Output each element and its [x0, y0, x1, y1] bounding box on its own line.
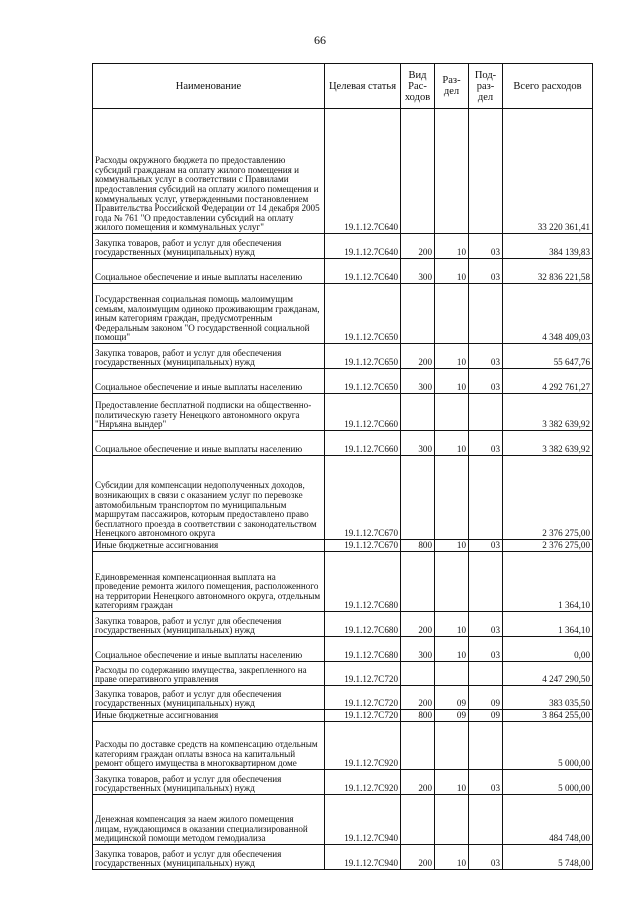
row-vid	[401, 722, 435, 770]
row-name: Закупка товаров, работ и услуг для обеспечения государственных (муниципальных) нужд	[93, 845, 325, 870]
row-amount: 0,00	[503, 637, 593, 662]
table-row	[93, 259, 593, 284]
row-code: 19.1.12.7С940	[325, 795, 401, 845]
row-code: 19.1.12.7С650	[325, 344, 401, 369]
row-vid	[401, 109, 435, 234]
row-amount: 484 748,00	[503, 795, 593, 845]
table-row	[93, 431, 593, 456]
row-name: Иные бюджетные ассигнования	[93, 540, 325, 552]
row-amount: 33 220 361,41	[503, 109, 593, 234]
row-razdel	[435, 722, 469, 770]
row-podrazdel	[469, 795, 503, 845]
header-total: Всего расходов	[503, 64, 593, 109]
row-name: Закупка товаров, работ и услуг для обеспечения государственных (муниципальных) нужд	[93, 344, 325, 369]
row-vid	[401, 394, 435, 431]
row-name: Закупка товаров, работ и услуг для обеспечения государственных (муниципальных) нужд	[93, 770, 325, 795]
row-vid: 200	[401, 770, 435, 795]
row-name: Предоставление бесплатной подписки на общественно-политическую газету Ненецкого автономного округа "Няръяна вындер"	[93, 394, 325, 431]
row-vid	[401, 552, 435, 612]
row-amount: 4 348 409,03	[503, 284, 593, 344]
header-podrazdel: Под-раз-дел	[469, 64, 503, 109]
row-razdel: 10	[435, 637, 469, 662]
row-razdel: 10	[435, 344, 469, 369]
row-code: 19.1.12.7С680	[325, 552, 401, 612]
row-name: Закупка товаров, работ и услуг для обеспечения государственных (муниципальных) нужд	[93, 612, 325, 637]
row-razdel	[435, 662, 469, 686]
row-vid	[401, 456, 435, 540]
table-row	[93, 662, 593, 686]
row-name: Расходы по содержанию имущества, закрепленного на праве оперативного управления	[93, 662, 325, 686]
row-podrazdel: 03	[469, 431, 503, 456]
row-podrazdel	[469, 552, 503, 612]
row-code: 19.1.12.7С670	[325, 540, 401, 552]
row-code: 19.1.12.7С680	[325, 612, 401, 637]
row-razdel	[435, 552, 469, 612]
row-razdel	[435, 394, 469, 431]
row-vid: 200	[401, 344, 435, 369]
row-code: 19.1.12.7С720	[325, 686, 401, 710]
row-vid: 200	[401, 845, 435, 870]
row-podrazdel	[469, 109, 503, 234]
row-code: 19.1.12.7С650	[325, 284, 401, 344]
row-code: 19.1.12.7С940	[325, 845, 401, 870]
table-row	[93, 234, 593, 259]
table-row	[93, 456, 593, 540]
row-amount: 5 000,00	[503, 722, 593, 770]
table-row	[93, 710, 593, 722]
table-row	[93, 722, 593, 770]
row-vid: 200	[401, 612, 435, 637]
header-code: Целевая статья	[325, 64, 401, 109]
row-name: Социальное обеспечение и иные выплаты населению	[93, 369, 325, 394]
row-name: Иные бюджетные ассигнования	[93, 710, 325, 722]
row-razdel: 10	[435, 431, 469, 456]
row-razdel: 10	[435, 234, 469, 259]
row-vid: 200	[401, 686, 435, 710]
row-name: Субсидии для компенсации недополученных доходов, возникающих в связи с оказанием услуг по перевозке автомобильным транспортом по муниципальным маршрутам пассажиров, которым предоставлено право бесплатного проезда в соответствии с законодательством Ненецкого автономного округа	[93, 456, 325, 540]
row-razdel: 09	[435, 686, 469, 710]
table-row	[93, 369, 593, 394]
row-podrazdel: 09	[469, 686, 503, 710]
table-row	[93, 770, 593, 795]
row-podrazdel: 03	[469, 770, 503, 795]
row-vid	[401, 284, 435, 344]
row-amount: 2 376 275,00	[503, 540, 593, 552]
row-amount: 1 364,10	[503, 552, 593, 612]
row-podrazdel	[469, 662, 503, 686]
row-amount: 4 292 761,27	[503, 369, 593, 394]
row-podrazdel	[469, 284, 503, 344]
row-amount: 55 647,76	[503, 344, 593, 369]
row-podrazdel: 03	[469, 637, 503, 662]
expenditure-table	[92, 63, 593, 870]
row-amount: 3 864 255,00	[503, 710, 593, 722]
table-row	[93, 394, 593, 431]
row-code: 19.1.12.7С640	[325, 234, 401, 259]
row-vid: 300	[401, 637, 435, 662]
header-vid: Вид Рас-ходов	[401, 64, 435, 109]
table-row	[93, 612, 593, 637]
row-code: 19.1.12.7С670	[325, 456, 401, 540]
row-podrazdel: 03	[469, 540, 503, 552]
row-code: 19.1.12.7С720	[325, 662, 401, 686]
header-razdel: Раз-дел	[435, 64, 469, 109]
row-podrazdel: 03	[469, 234, 503, 259]
row-amount: 3 382 639,92	[503, 394, 593, 431]
table-row	[93, 540, 593, 552]
row-code: 19.1.12.7С920	[325, 722, 401, 770]
row-name: Социальное обеспечение и иные выплаты населению	[93, 259, 325, 284]
table-row	[93, 637, 593, 662]
row-razdel: 10	[435, 540, 469, 552]
row-amount: 32 836 221,58	[503, 259, 593, 284]
row-razdel: 10	[435, 845, 469, 870]
row-vid: 300	[401, 431, 435, 456]
row-amount: 383 035,50	[503, 686, 593, 710]
row-amount: 1 364,10	[503, 612, 593, 637]
row-name: Закупка товаров, работ и услуг для обеспечения государственных (муниципальных) нужд	[93, 686, 325, 710]
table-row	[93, 845, 593, 870]
row-podrazdel: 03	[469, 612, 503, 637]
row-name: Социальное обеспечение и иные выплаты населению	[93, 637, 325, 662]
row-code: 19.1.12.7С660	[325, 431, 401, 456]
row-amount: 4 247 290,50	[503, 662, 593, 686]
row-amount: 3 382 639,92	[503, 431, 593, 456]
row-amount: 5 748,00	[503, 845, 593, 870]
row-razdel	[435, 109, 469, 234]
row-amount: 2 376 275,00	[503, 456, 593, 540]
table-row	[93, 686, 593, 710]
row-code: 19.1.12.7С920	[325, 770, 401, 795]
row-razdel: 10	[435, 259, 469, 284]
row-vid	[401, 795, 435, 845]
row-podrazdel	[469, 394, 503, 431]
row-podrazdel	[469, 722, 503, 770]
row-code: 19.1.12.7С640	[325, 259, 401, 284]
row-razdel	[435, 284, 469, 344]
row-podrazdel: 03	[469, 369, 503, 394]
row-amount: 384 139,83	[503, 234, 593, 259]
table-header-row	[93, 64, 593, 109]
table-row	[93, 344, 593, 369]
row-podrazdel: 09	[469, 710, 503, 722]
row-code: 19.1.12.7С660	[325, 394, 401, 431]
row-podrazdel: 03	[469, 845, 503, 870]
row-name: Денежная компенсация за наем жилого помещения лицам, нуждающимся в оказании специализированной медицинской помощи методом гемодиализа	[93, 795, 325, 845]
row-amount: 5 000,00	[503, 770, 593, 795]
row-razdel	[435, 456, 469, 540]
table-row	[93, 284, 593, 344]
row-razdel: 09	[435, 710, 469, 722]
table-row	[93, 109, 593, 234]
row-podrazdel: 03	[469, 259, 503, 284]
row-vid: 800	[401, 710, 435, 722]
row-razdel	[435, 795, 469, 845]
row-name: Расходы окружного бюджета по предоставлению субсидий гражданам на оплату жилого помещения и коммунальных услуг в соответствии с Правилами предоставления субсидий на оплату жилого помещения и коммунальных услуг, утвержденными постановлением Правительства Российской Федерации от 14 декабря 2005 года № 761 "О предоставлении субсидий на оплату жилого помещения и коммунальных услуг"	[93, 109, 325, 234]
table-row	[93, 552, 593, 612]
row-razdel: 10	[435, 770, 469, 795]
row-podrazdel: 03	[469, 344, 503, 369]
row-code: 19.1.12.7С720	[325, 710, 401, 722]
row-code: 19.1.12.7С680	[325, 637, 401, 662]
row-name: Единовременная компенсационная выплата на проведение ремонта жилого помещения, расположенного на территории Ненецкого автономного округа, отдельным категориям граждан	[93, 552, 325, 612]
row-razdel: 10	[435, 612, 469, 637]
table-row	[93, 795, 593, 845]
row-name: Расходы по доставке средств на компенсацию отдельным категориям граждан оплаты взноса на капитальный ремонт общего имущества в многоквартирном доме	[93, 722, 325, 770]
row-name: Государственная социальная помощь малоимущим семьям, малоимущим одиноко проживающим гражданам, иным категориям граждан, предусмотренным Федеральным законом "О государственной социальной помощи"	[93, 284, 325, 344]
row-vid	[401, 662, 435, 686]
page-number: 66	[314, 33, 326, 47]
row-vid: 200	[401, 234, 435, 259]
row-vid: 800	[401, 540, 435, 552]
row-name: Социальное обеспечение и иные выплаты населению	[93, 431, 325, 456]
row-name: Закупка товаров, работ и услуг для обеспечения государственных (муниципальных) нужд	[93, 234, 325, 259]
row-code: 19.1.12.7С640	[325, 109, 401, 234]
row-vid: 300	[401, 369, 435, 394]
row-code: 19.1.12.7С650	[325, 369, 401, 394]
row-podrazdel	[469, 456, 503, 540]
header-name: Наименование	[93, 64, 325, 109]
row-razdel: 10	[435, 369, 469, 394]
row-vid: 300	[401, 259, 435, 284]
